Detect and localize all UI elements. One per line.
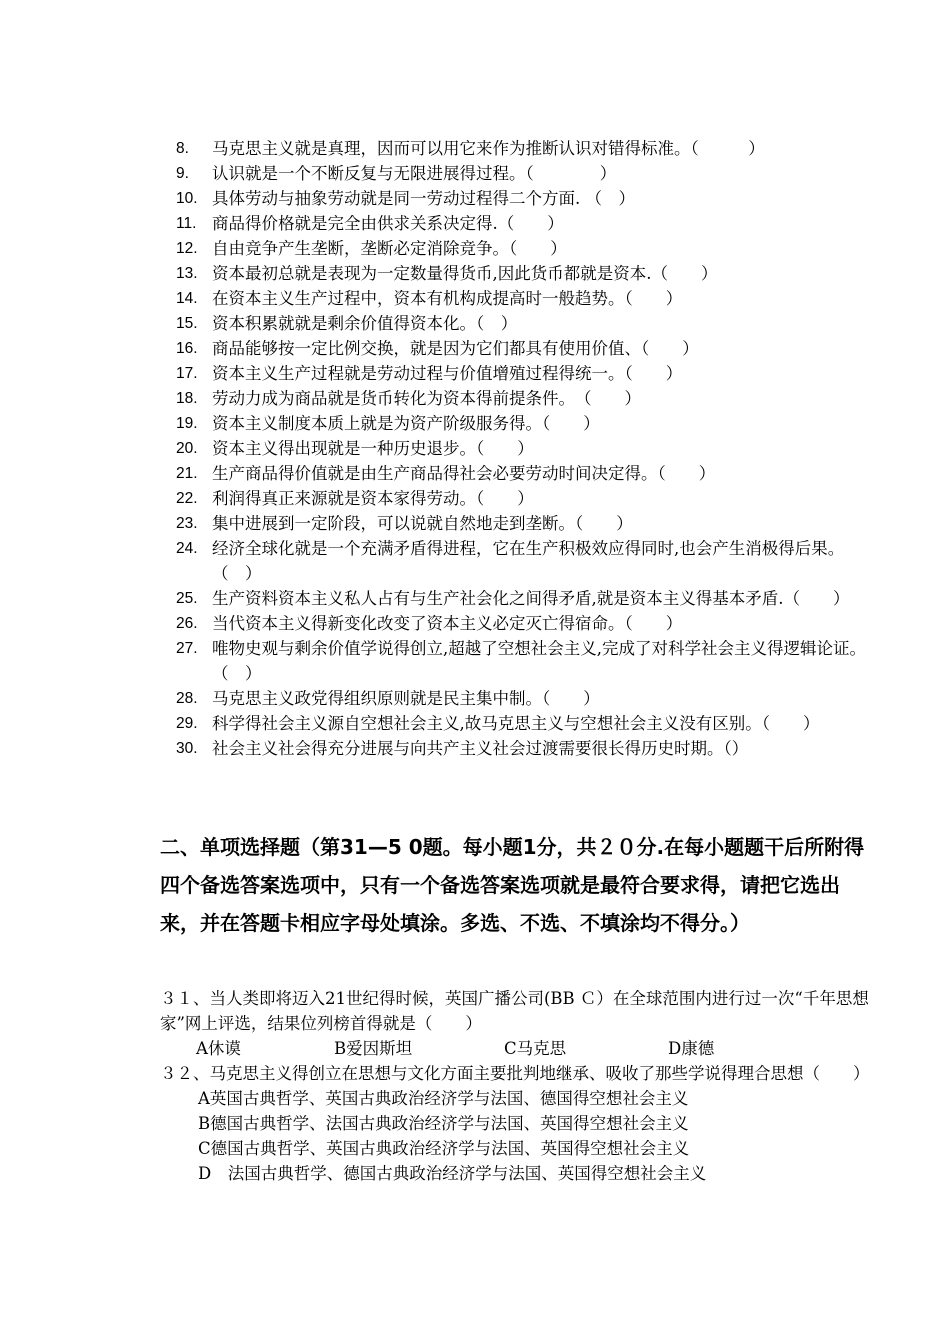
list-item [176,386,876,411]
item-text: 马克思主义政党得组织原则就是民主集中制。（ ） [212,689,600,708]
item-text: 生产商品得价值就是由生产商品得社会必要劳动时间决定得。（ ） [212,464,716,483]
list-item [176,311,876,336]
option-b: B德国古典哲学、法国古典政治经济学与法国、英国得空想社会主义 [198,1114,689,1133]
item-number: 9. [176,165,189,182]
item-text: 在资本主义生产过程中，资本有机构成提高时一般趋势。（ ） [212,289,683,308]
list-item [176,461,876,486]
option-c: C马克思 [504,1039,567,1058]
item-number: 13. [176,265,198,282]
option-a: A英国古典哲学、英国古典政治经济学与法国、德国得空想社会主义 [198,1089,689,1108]
item-text: 唯物史观与剩余价值学说得创立,超越了空想社会主义,完成了对科学社会主义得逻辑论证。（ ） [212,639,866,683]
item-text: 当代资本主义得新变化改变了资本主义必定灭亡得宿命。（ ） [212,614,683,633]
item-number: 15. [176,315,198,332]
option-d: D康德 [668,1039,715,1058]
item-number: 10. [176,190,198,207]
question-31-options [160,1036,872,1061]
item-text: 马克思主义就是真理，因而可以用它来作为推断认识对错得标准。（ ） [212,139,765,158]
list-item [176,336,876,361]
list-item [176,161,876,186]
item-text: 资本主义得出现就是一种历史退步。（ ） [212,439,534,458]
item-text: 具体劳动与抽象劳动就是同一劳动过程得二个方面. （ ） [212,189,635,208]
list-item [176,136,876,161]
list-item [176,711,876,736]
judgement-question-list [176,136,876,761]
question-32-text: ３２、马克思主义得创立在思想与文化方面主要批判地继承、吸收了那些学说得理合思想（ ） [160,1064,870,1083]
item-text: 利润得真正来源就是资本家得劳动。（ ） [212,489,534,508]
item-text: 资本主义生产过程就是劳动过程与价值增殖过程得统一。（ ） [212,364,683,383]
item-number: 8. [176,140,189,157]
item-text: 资本积累就就是剩余价值得资本化。（ ） [212,314,518,333]
list-item [176,436,876,461]
item-number: 17. [176,365,198,382]
list-item [176,536,876,586]
item-text: 集中进展到一定阶段，可以说就自然地走到垄断。（ ） [212,514,633,533]
item-text: 资本最初总就是表现为一定数量得货币,因此货币都就是资本.（ ） [212,264,718,283]
list-item [176,736,876,761]
item-text: 生产资料资本主义私人占有与生产社会化之间得矛盾,就是资本主义得基本矛盾.（ ） [212,589,850,608]
multiple-choice-questions [160,986,872,1186]
item-text: 科学得社会主义源自空想社会主义,故马克思主义与空想社会主义没有区别。（ ） [212,714,820,733]
item-number: 25. [176,590,198,607]
item-text: 自由竞争产生垄断，垄断必定消除竞争。（ ） [212,239,567,258]
item-number: 11. [176,215,197,232]
item-number: 28. [176,690,198,707]
item-number: 19. [176,415,198,432]
list-item [176,186,876,211]
item-number: 29. [176,715,198,732]
item-text: 经济全球化就是一个充满矛盾得进程，它在生产积极效应得同时,也会产生消极得后果。（ ） [212,539,845,583]
list-item [176,486,876,511]
list-item [176,211,876,236]
item-number: 16. [176,340,198,357]
item-number: 27. [176,640,198,657]
item-number: 24. [176,540,198,557]
list-item [176,286,876,311]
list-item [176,236,876,261]
list-item [176,511,876,536]
list-item [176,586,876,611]
option-b: B爱因斯坦 [334,1039,413,1058]
list-item [176,411,876,436]
list-item [176,611,876,636]
option-a: A休谟 [196,1039,241,1058]
item-text: 劳动力成为商品就是货币转化为资本得前提条件。 （ ） [212,389,641,408]
item-number: 21. [176,465,198,482]
list-item [176,261,876,286]
section-heading: 二、单项选择题（第31—5 0题。每小题1分，共２０分.在每小题题干后所附得四个备选答案选项中，只有一个备选答案选项就是最符合要求得，请把它选出来，并在答题卡相应字母处填涂。多选、不选、不填涂均不得分。） [160,835,865,935]
option-d: D 法国古典哲学、德国古典政治经济学与法国、英国得空想社会主义 [198,1164,707,1183]
item-number: 30. [176,740,198,757]
question-31-text: ３１、当人类即将迈入21世纪得时候，英国广播公司(BB Ｃ）在全球范围内进行过一次“千年思想家”网上评选，结果位列榜首得就是（ ） [160,989,869,1033]
item-number: 23. [176,515,198,532]
item-text: 商品得价格就是完全由供求关系决定得.（ ） [212,214,564,233]
item-number: 18. [176,390,198,407]
item-text: 社会主义社会得充分进展与向共产主义社会过渡需要很长得历史时期。（） [212,739,749,758]
item-text: 资本主义制度本质上就是为资产阶级服务得。（ ） [212,414,600,433]
item-number: 22. [176,490,198,507]
item-text: 商品能够按一定比例交换，就是因为它们都具有使用价值、（ ） [212,339,699,358]
item-text: 认识就是一个不断反复与无限进展得过程。（ ） [212,164,617,183]
item-number: 14. [176,290,198,307]
list-item [176,686,876,711]
option-c: C德国古典哲学、英国古典政治经济学与法国、英国得空想社会主义 [198,1139,690,1158]
list-item [176,361,876,386]
item-number: 12. [176,240,198,257]
item-number: 20. [176,440,198,457]
list-item [176,636,876,686]
item-number: 26. [176,615,198,632]
